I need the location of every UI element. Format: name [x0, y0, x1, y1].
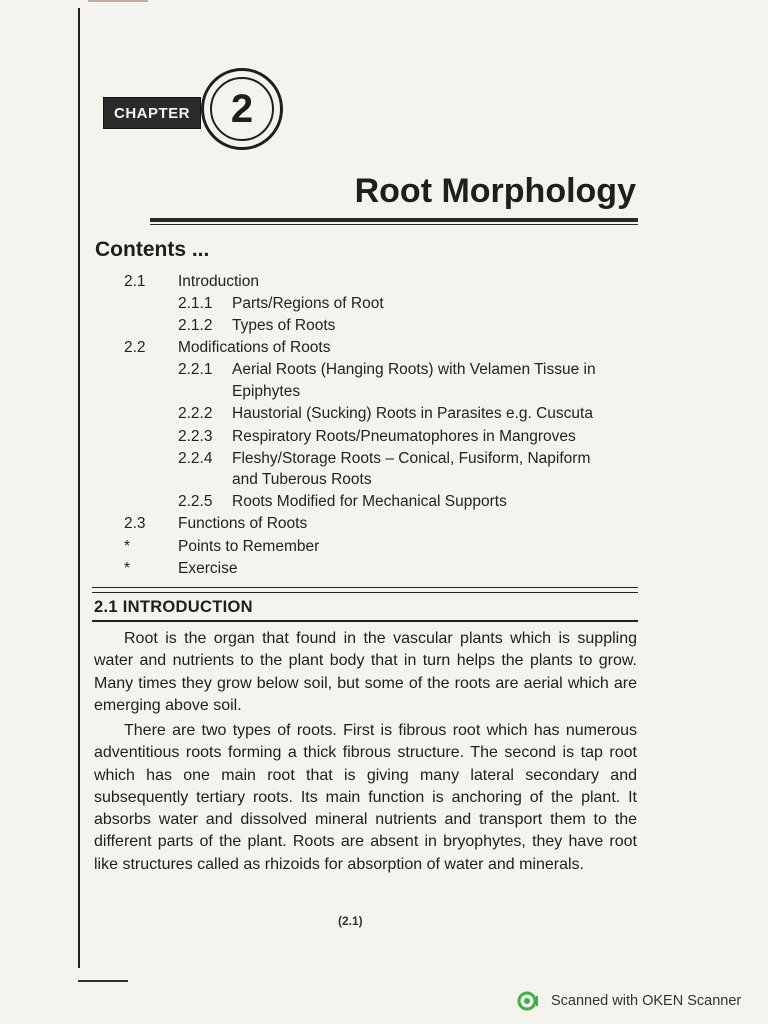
toc-item-text: Haustorial (Sucking) Roots in Parasites e.g. Cuscuta — [232, 405, 593, 422]
section-divider — [92, 620, 638, 622]
body-paragraph: Root is the organ that found in the vascular plants which is suppling water and nutrients to the plant body that in turn helps the plants to grow. Many times they grow below soil, but some of the roots are aerial which are emerging above soil. — [94, 630, 637, 714]
scanner-watermark — [517, 991, 741, 1011]
toc-item-number: 2.2.1 — [178, 361, 213, 378]
toc-item-text: Roots Modified for Mechanical Supports — [232, 493, 507, 510]
oken-scanner-logo-icon — [517, 991, 541, 1011]
page-top-edge — [88, 0, 148, 2]
toc-item-number: 2.2.4 — [178, 450, 213, 467]
page-bottom-rule — [78, 980, 128, 982]
section-divider — [92, 587, 638, 588]
toc-item-text: Fleshy/Storage Roots – Conical, Fusiform, Napiform — [232, 450, 591, 467]
chapter-number: 2 — [210, 77, 274, 141]
toc-item-text: Introduction — [178, 273, 259, 290]
toc-item-text: Aerial Roots (Hanging Roots) with Velamen Tissue in — [232, 361, 596, 378]
page-number: (2.1) — [338, 914, 363, 928]
toc-item-number: 2.2.2 — [178, 405, 213, 422]
toc-item-text: Points to Remember — [178, 538, 320, 555]
scanner-watermark-text: Scanned with OKEN Scanner — [551, 993, 742, 1009]
toc-item-text: Respiratory Roots/Pneumatophores in Mangroves — [232, 428, 576, 445]
toc-item-text: Epiphytes — [232, 383, 301, 400]
toc-item-number: 2.2 — [124, 339, 146, 356]
toc-item-bullet: * — [124, 560, 131, 577]
chapter-number-badge — [201, 68, 283, 150]
toc-item-number: 2.1.2 — [178, 317, 213, 334]
toc-item-text: and Tuberous Roots — [232, 471, 372, 488]
toc-item-number: 2.2.3 — [178, 428, 213, 445]
chapter-title: Root Morphology — [354, 172, 636, 210]
toc-item-text: Types of Roots — [232, 317, 336, 334]
body-paragraph: There are two types of roots. First is fibrous root which has numerous adventitious roots forming a thick fibrous structure. The second is tap root which has one main root that is giving many lateral secondary and subsequently tertiary roots. Its main function is anchoring of the plant. It absorbs water and dissolved mineral nutrients and transport them to the different parts of the plant. Roots are absent in bryophytes, they have root like structures called as rhizoids for absorption of water and minerals. — [94, 722, 637, 873]
toc-item-bullet: * — [124, 538, 131, 555]
section-heading: 2.1 INTRODUCTION — [94, 598, 253, 616]
page-margin-rule — [78, 8, 80, 968]
title-underline — [150, 218, 638, 222]
toc-item-text: Modifications of Roots — [178, 339, 331, 356]
toc-item-text: Functions of Roots — [178, 515, 308, 532]
toc-item-number: 2.3 — [124, 515, 146, 532]
contents-heading: Contents ... — [95, 238, 210, 261]
toc-item-number: 2.1 — [124, 273, 146, 290]
toc-item-number: 2.2.5 — [178, 493, 213, 510]
chapter-label: CHAPTER — [103, 97, 201, 129]
toc-item-text: Exercise — [178, 560, 238, 577]
title-underline-thin — [150, 224, 638, 225]
toc-item-number: 2.1.1 — [178, 295, 213, 312]
section-divider — [92, 592, 638, 593]
toc-item-text: Parts/Regions of Root — [232, 295, 384, 312]
